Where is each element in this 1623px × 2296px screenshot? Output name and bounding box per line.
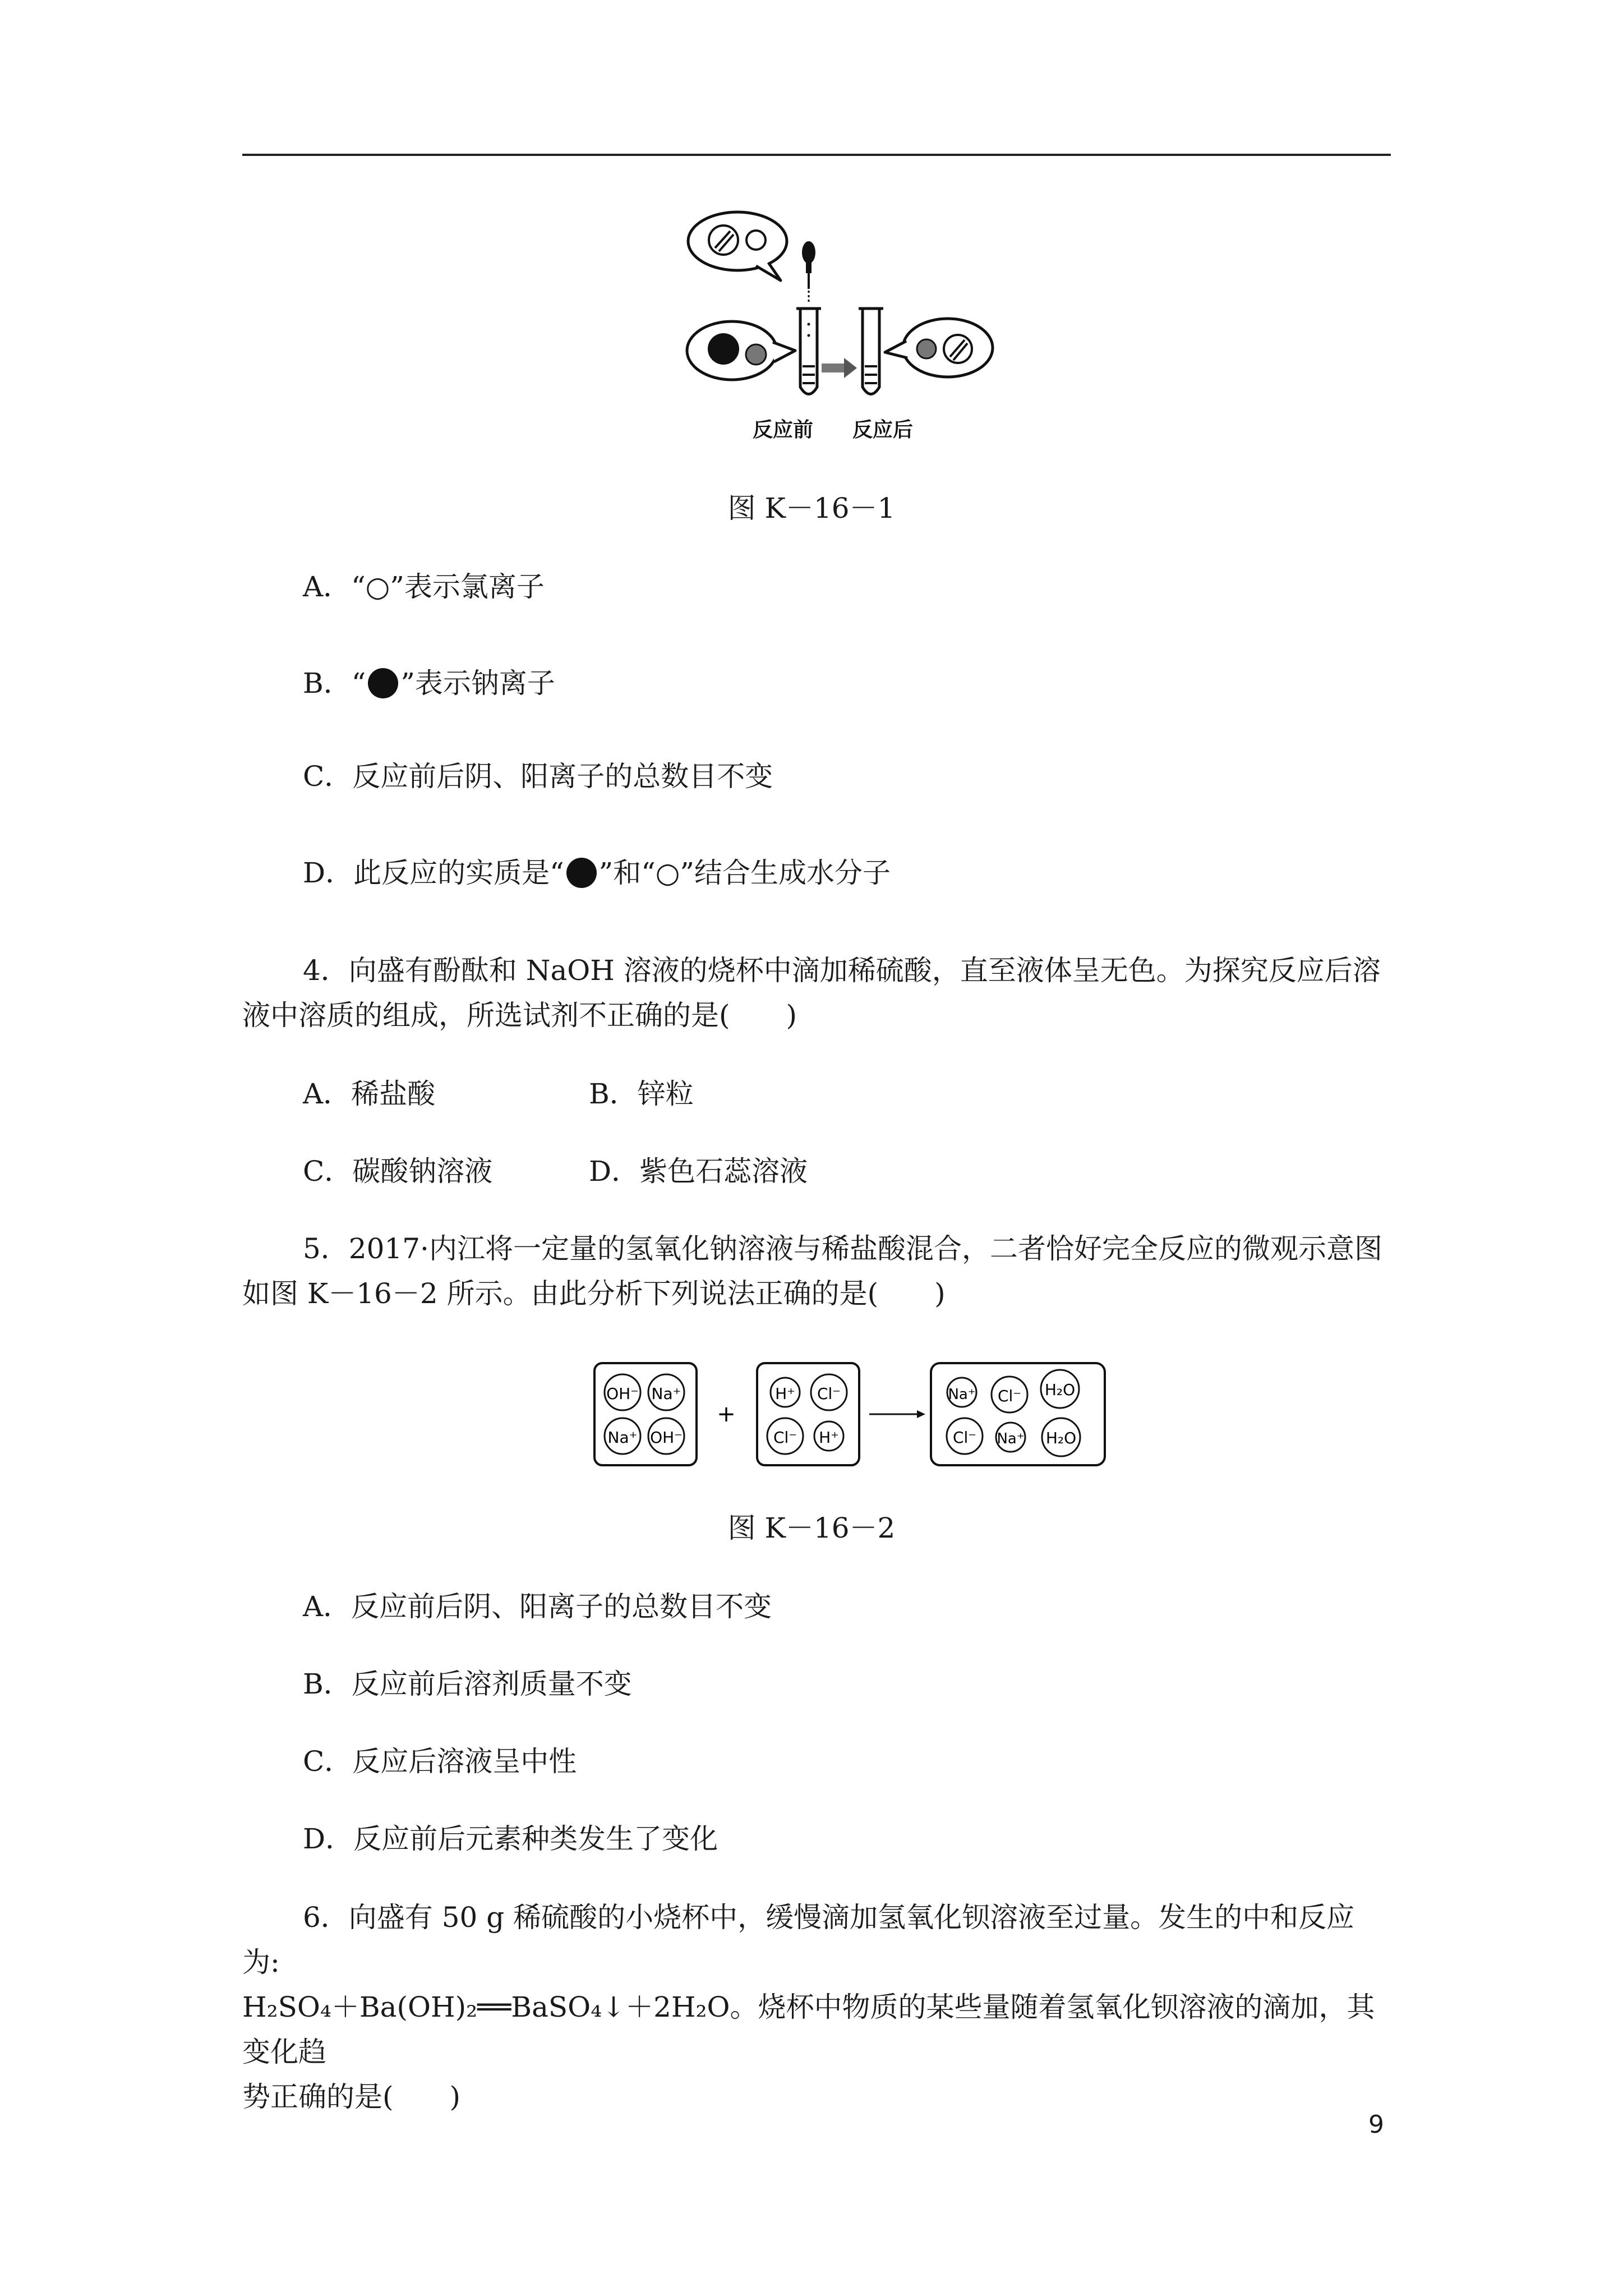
q3-option-b (303, 666, 555, 700)
ion-label: Na⁺ (651, 1384, 681, 1403)
figure-k16-2-caption: 图 K－16－2 (727, 1512, 896, 1544)
label-before: 反应前 (753, 418, 814, 441)
q6-stem-line2 (242, 1985, 1391, 2074)
ion-label: Na⁺ (948, 1386, 976, 1403)
ion-label: Cl⁻ (997, 1387, 1022, 1405)
q3-option-d (303, 856, 891, 890)
ion-label: Na⁺ (997, 1430, 1025, 1447)
test-tube-before (796, 309, 821, 394)
label-after: 反应后 (852, 418, 914, 441)
q6-stem-line1: 6．向盛有 50 g 稀硫酸的小烧杯中，缓慢滴加氢氧化钡溶液至过量。发生的中和反应为: (242, 1901, 1355, 1978)
test-tube-after (859, 309, 883, 394)
after-bubble (885, 319, 993, 377)
ion-label: OH⁻ (606, 1384, 639, 1403)
hollow-ion-icon (746, 231, 766, 250)
q3-option-c: C．反应前后阴、阳离子的总数目不变 (303, 760, 773, 793)
q5-option-b: B．反应前后溶剂质量不变 (303, 1668, 632, 1700)
dropper-bubble (688, 212, 787, 280)
q5-stem: 5．2017·内江将一定量的氢氧化钠溶液与稀盐酸混合，二者恰好完全反应的微观示意图如图 K－16－2 所示。由此分析下列说法正确的是( ) (242, 1232, 1382, 1310)
q3-option-d-prefix: D．此反应的实质是“ (303, 857, 564, 889)
figure-k16-1-caption: 图 K－16－1 (727, 492, 896, 524)
plus-sign: + (717, 1401, 736, 1427)
q5-option-a: A．反应前后阴、阳离子的总数目不变 (303, 1590, 772, 1623)
q4-option-a: A．稀盐酸 (303, 1078, 436, 1110)
q4-option-c: C．碳酸钠溶液 (303, 1155, 493, 1188)
figure-k16-2 (589, 1358, 1110, 1470)
black-ion-icon (708, 333, 739, 365)
header-rule (242, 154, 1391, 156)
reaction-arrow-icon (822, 358, 857, 378)
q6-stem (242, 1895, 1391, 2119)
ion-label: Na⁺ (607, 1428, 638, 1447)
ion-label: H⁺ (819, 1428, 839, 1447)
molecule-label: H₂O (1044, 1381, 1076, 1399)
before-bubble (687, 321, 795, 380)
gray-ion-icon (917, 339, 936, 358)
black-ion-icon (566, 858, 597, 888)
q4-option-d: D．紫色石蕊溶液 (589, 1155, 808, 1188)
q3-option-a: A．“○”表示氯离子 (303, 570, 545, 603)
q6-stem-line3: 势正确的是( ) (242, 2081, 461, 2113)
page-number: 9 (1368, 2110, 1384, 2139)
box-reactants-hcl (757, 1363, 859, 1465)
ion-label: OH⁻ (650, 1428, 683, 1447)
q5-option-d: D．反应前后元素种类发生了变化 (303, 1823, 718, 1855)
q3-option-b-prefix: B．“ (303, 667, 366, 700)
ion-label: Cl⁻ (817, 1384, 841, 1403)
q3-option-d-suffix: ”和“○”结合生成水分子 (598, 857, 891, 889)
gray-ion-icon (746, 344, 766, 365)
dropper-icon (802, 241, 815, 303)
q3-option-b-suffix: ”表示钠离子 (400, 667, 555, 700)
ion-label: H⁺ (775, 1384, 795, 1403)
ion-label: Cl⁻ (952, 1428, 977, 1447)
q6-equation: H₂SO₄＋Ba(OH)₂══BaSO₄↓＋2H₂O。 (242, 1991, 758, 2023)
black-ion-icon (368, 668, 398, 698)
figure-k16-1 (684, 208, 998, 454)
q5-option-c: C．反应后溶液呈中性 (303, 1745, 577, 1778)
q4-stem: 4．向盛有酚酞和 NaOH 溶液的烧杯中滴加稀硫酸，直至液体呈无色。为探究反应后溶液中溶质的组成，所选试剂不正确的是( ) (242, 954, 1381, 1032)
box-reactants-naoh (594, 1363, 697, 1465)
q6-stem-line2-rest: 烧杯中物质的某些量随着氢氧化钡溶液的滴加，其变化趋 (242, 1991, 1375, 2068)
q4-option-b: B．锌粒 (589, 1078, 694, 1110)
molecule-label: H₂O (1045, 1429, 1077, 1447)
ion-label: Cl⁻ (773, 1428, 797, 1447)
